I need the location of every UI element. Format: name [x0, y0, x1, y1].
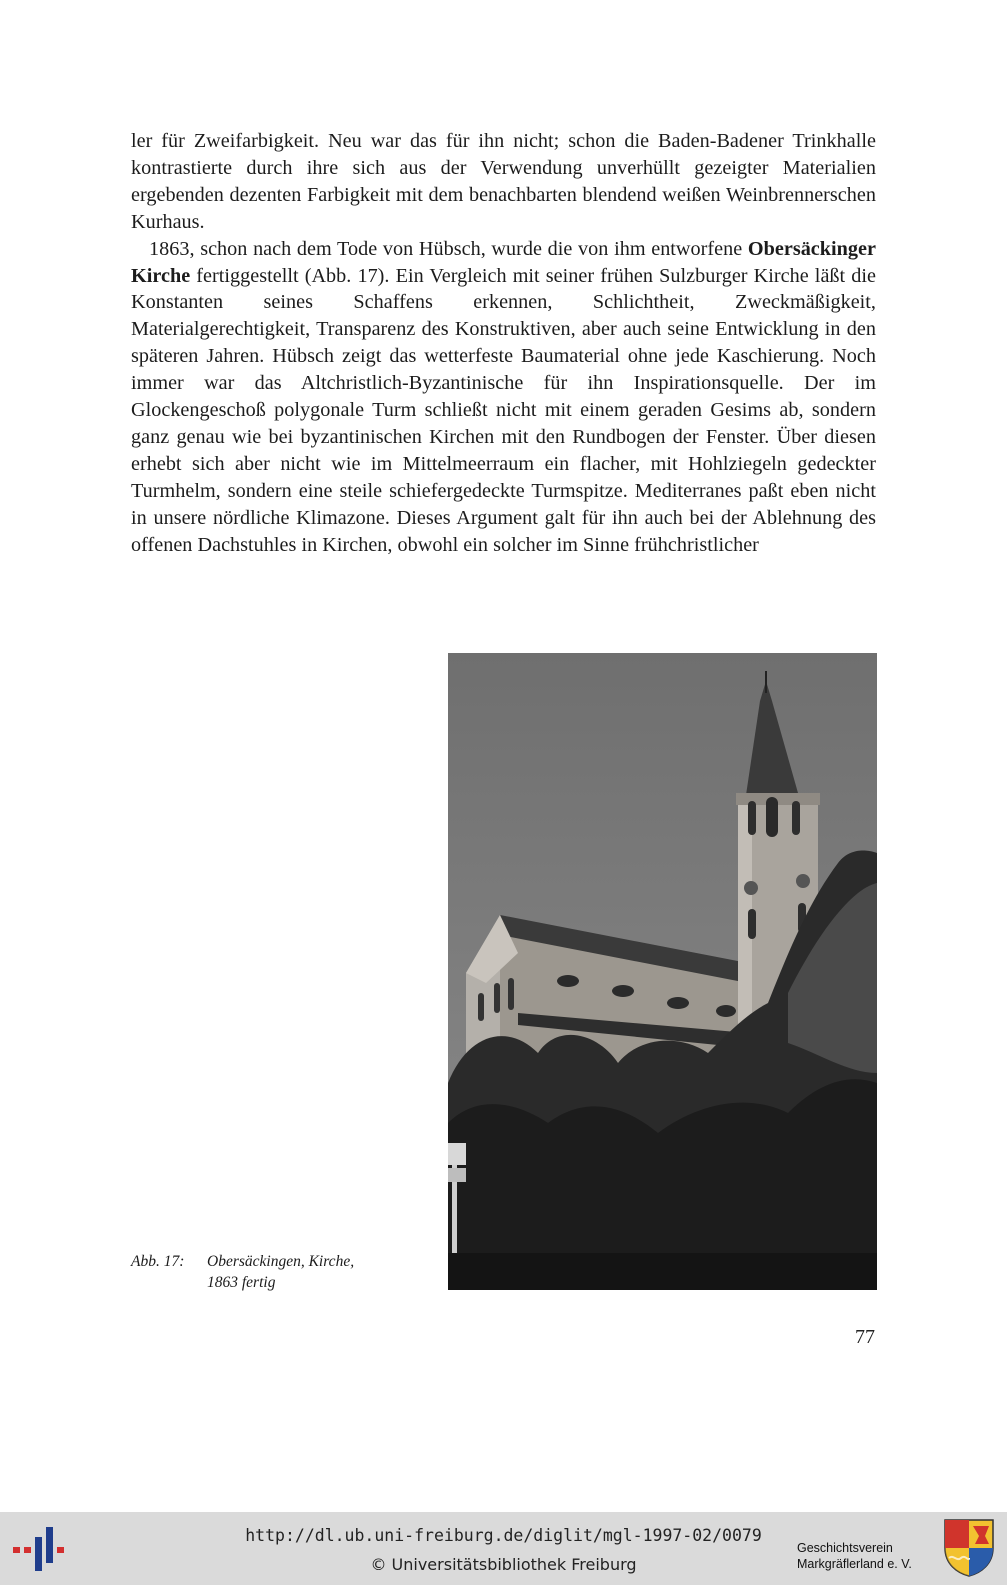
society-line-2: Markgräflerland e. V.: [797, 1557, 912, 1571]
caption-line-2: 1863 fertig: [207, 1274, 276, 1291]
copyright-notice: © Universitätsbibliothek Freiburg: [370, 1555, 637, 1574]
caption-label: Abb. 17:: [131, 1253, 185, 1270]
paragraph-1: ler für Zweifarbigkeit. Neu war das für ihn nicht; schon die Baden-Badener Trinkhalle kontrastierte durch ihre sich aus der Verwendung unverhüllt gezeigter Materialien ergebenden dezenten Farbigkeit mit dem benachbarten blendend weißen Weinbrennerschen Kurhaus.: [131, 130, 876, 233]
document-url[interactable]: http://dl.ub.uni-freiburg.de/diglit/mgl-1997-02/0079: [245, 1526, 762, 1545]
body-text: [131, 128, 876, 559]
caption-line-1: [131, 1251, 354, 1272]
caption-title: Obersäckingen, Kirche,: [207, 1253, 355, 1270]
coat-of-arms-icon: [943, 1518, 995, 1578]
figure-caption: [131, 1251, 354, 1293]
paragraph-2-rest: fertiggestellt (Abb. 17). Ein Vergleich mit seiner frühen Sulzburger Kirche läßt die Konstanten seines Schaffens erkennen, Schlichtheit, Zweckmäßigkeit, Materialgerechtigkeit, Transparenz des Konstruktiven, aber auch seine Entwicklung in den späteren Jahren. Hübsch zeigt das wetterfeste Baumaterial ohne jede Kaschierung. Noch immer war das Altchristlich-Byzantinische für ihn Inspirationsquelle. Der im Glockengeschoß polygonale Turm schließt nicht mit einem geraden Gesims ab, sondern ganz genau wie bei byzantinischen Kirchen mit den Rundbogen der Fenster. Über diesen erhebt sich aber nicht wie im Mittelmeerraum ein flacher, mit Hohlziegeln gedeckter Turmhelm, sondern eine steile schiefergedeckte Turmspitze. Mediterranes paßt eben nicht in unsere nördliche Klimazone. Dieses Argument galt für ihn auch bei der Ablehnung des offenen Dachstuhles in Kirchen, obwohl ein solcher im Sinne frühchristlicher: [131, 264, 876, 556]
footer-bar: [0, 1512, 1007, 1585]
paragraph-2-lead: 1863, schon nach dem Tode von Hübsch, wurde die von ihm entworfene: [149, 237, 748, 260]
church-name: Obersäckinger Kirche: [131, 237, 876, 287]
church-photo: [448, 653, 877, 1290]
paragraph-2: [131, 236, 876, 559]
society-name: [797, 1540, 937, 1572]
page-number: 77: [855, 1326, 875, 1348]
society-line-1: Geschichtsverein: [797, 1541, 893, 1555]
